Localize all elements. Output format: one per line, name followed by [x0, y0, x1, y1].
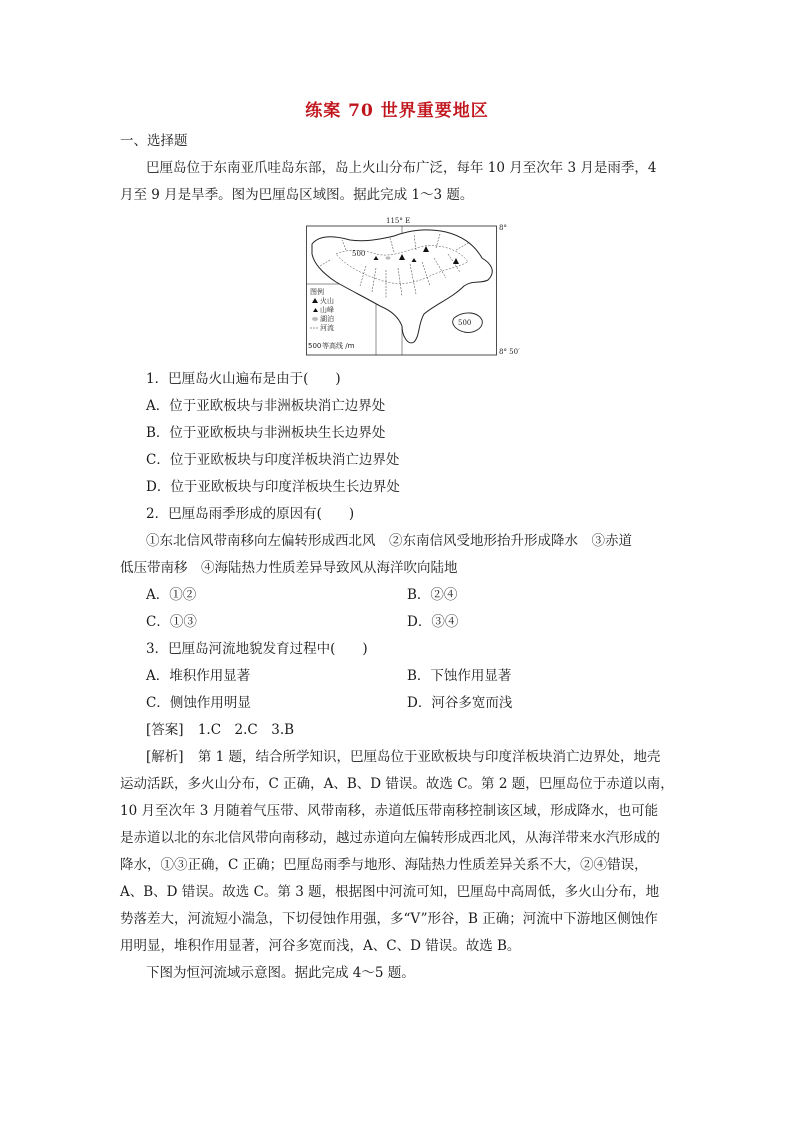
analysis-line-2: 运动活跃，多火山分布，C 正确，A、B、D 错误。故选 C。第 2 题，巴厘岛位于赤道以南，	[120, 776, 674, 792]
next-section-intro: 下图为恒河流域示意图。据此完成 4～5 题。	[146, 965, 415, 981]
latitude-bottom-label: 8° 50′	[499, 348, 520, 356]
analysis-label: [解析]	[146, 749, 184, 765]
answer-line	[146, 717, 676, 744]
q3-option-c: C．侧蚀作用明显	[146, 695, 251, 711]
legend-lake: 湖泊	[320, 315, 334, 323]
q2-option-d: D．③④	[407, 614, 459, 630]
bali-region-map	[306, 214, 538, 356]
analysis-line-3: 10 月至次年 3 月随着气压带、风带南移，赤道低压带南移控制该区域，形成降水，也可能	[120, 803, 659, 819]
intro-line-1: 巴厘岛位于东南亚爪哇岛东部，岛上火山分布广泛，每年 10 月至次年 3 月是雨季，4	[146, 160, 657, 176]
q1-option-d: D．位于亚欧板块与印度洋板块生长边界处	[146, 479, 400, 495]
latitude-top-label: 8°	[499, 224, 507, 232]
legend-title: 图例	[310, 288, 324, 296]
q1-option-a: A．位于亚欧板块与非洲板块消亡边界处	[146, 398, 386, 414]
intro-line-2: 月至 9 月是旱季。图为巴厘岛区域图。据此完成 1～3 题。	[120, 187, 474, 203]
legend-volcano: 火山	[320, 297, 334, 305]
section-heading: 一、选择题	[120, 133, 188, 149]
q2-option-b: B．②④	[407, 587, 458, 603]
q3-option-a: A．堆积作用显著	[146, 668, 251, 684]
q2-stem: 2．巴厘岛雨季形成的原因有( )	[146, 506, 355, 522]
q3-option-b: B．下蚀作用显著	[407, 668, 512, 684]
answer-label: [答案]	[146, 722, 184, 738]
legend-contour: 等高线 /m	[322, 342, 355, 350]
contour-label-main: 500	[352, 250, 366, 258]
q2-items-line-1: ①东北信风带南移向左偏转形成西北风 ②东南信风受地形抬升形成降水 ③赤道	[146, 533, 632, 549]
q1-stem: 1．巴厘岛火山遍布是由于( )	[146, 371, 341, 387]
q2-option-a: A．①②	[146, 587, 197, 603]
legend-river: 河流	[320, 324, 334, 332]
legend-peak: 山峰	[320, 306, 334, 314]
map-legend	[308, 287, 355, 350]
q3-stem: 3．巴厘岛河流地貌发育过程中( )	[146, 641, 368, 657]
q3-option-d: D．河谷多宽而浅	[407, 695, 513, 711]
analysis-line-8: 用明显，堆积作用显著，河谷多宽而浅，A、C、D 错误。故选 B。	[120, 938, 521, 954]
answer-text: 1.C 2.C 3.B	[197, 722, 295, 738]
analysis-line-1	[146, 744, 676, 771]
analysis-line-7: 势落差大，河流短小湍急，下切侵蚀作用强，多“V”形谷，B 正确；河流中下游地区侧蚀作	[120, 911, 658, 927]
legend-contour-sample: 500	[308, 342, 322, 350]
contour-label-island: 500	[458, 319, 472, 327]
longitude-label: 115° E	[386, 217, 411, 225]
analysis-text-1: 第 1 题，结合所学知识，巴厘岛位于亚欧板块与印度洋板块消亡边界处，地壳	[197, 749, 661, 765]
page-title: 练案 70 世界重要地区	[305, 101, 489, 121]
analysis-line-4: 是赤道以北的东北信风带向南移动，越过赤道向左偏转形成西北风，从海洋带来水汽形成的	[120, 830, 660, 846]
q1-option-c: C．位于亚欧板块与印度洋板块消亡边界处	[146, 452, 400, 468]
analysis-line-5: 降水，①③正确，C 正确；巴厘岛雨季与地形、海陆热力性质差异关系不大，②④错误，	[120, 857, 648, 873]
q2-option-c: C．①③	[146, 614, 197, 630]
q2-items-line-2: 低压带南移 ④海陆热力性质差异导致风从海洋吹向陆地	[120, 560, 458, 576]
q1-option-b: B．位于亚欧板块与非洲板块生长边界处	[146, 425, 386, 441]
analysis-line-6: A、B、D 错误。故选 C。第 3 题，根据图中河流可知，巴厘岛中高周低，多火山分布，地	[120, 884, 660, 900]
